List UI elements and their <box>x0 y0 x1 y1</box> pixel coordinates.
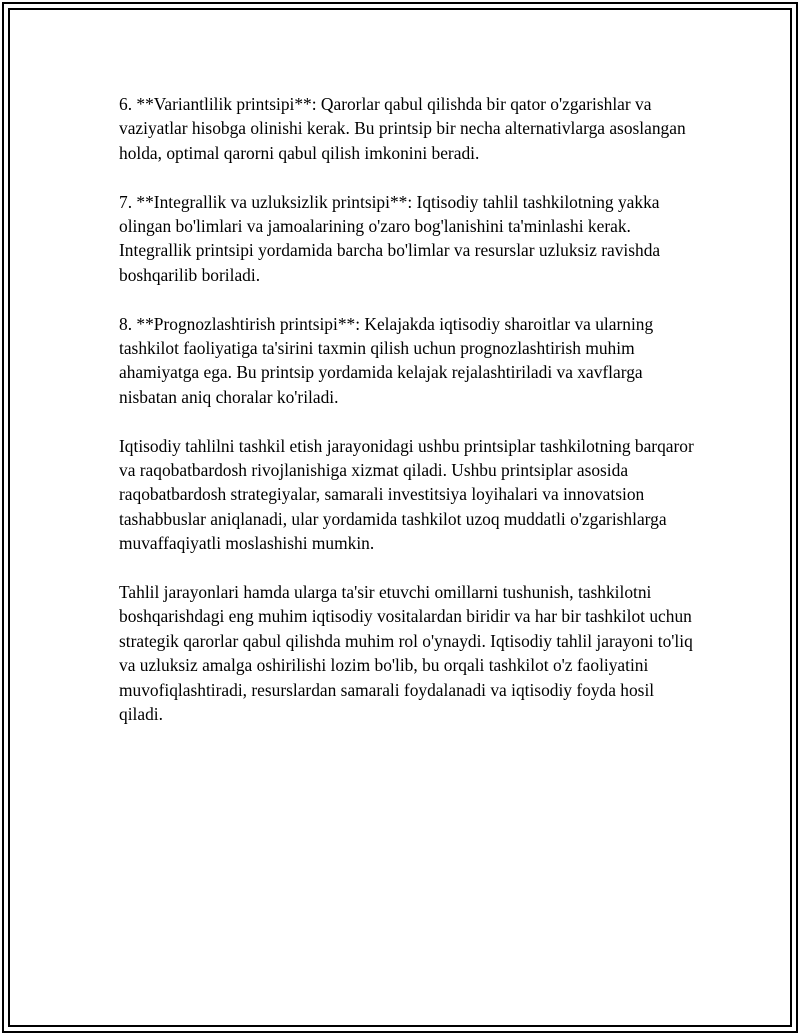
paragraph-printsiplar-xulosa: Iqtisodiy tahlilni tashkil etish jarayonidagi ushbu printsiplar tashkilotning barqaror va raqobatbardosh rivojlanishiga xizmat qiladi. Ushbu printsiplar asosida raqobatbardosh strategiyalar, samarali investitsiya loyihalari va innovatsion tashabbuslar aniqlanadi, ular yordamida tashkilot uzoq muddatli o'zgarishlarga muvaffaqiyatli moslashishi mumkin. <box>119 435 694 554</box>
document-body <box>119 92 699 751</box>
paragraph-variantlilik-printsipi: 6. **Variantlilik printsipi**: Qarorlar qabul qilishda bir qator o'zgarishlar va vaziyatlar hisobga olinishi kerak. Bu printsip bir necha alternativlarga asoslangan holda, optimal qarorni qabul qilish imkonini beradi. <box>119 94 686 163</box>
paragraph-prognozlashtirish-printsipi: 8. **Prognozlashtirish printsipi**: Kelajakda iqtisodiy sharoitlar va ularning tashkilot faoliyatiga ta'sirini taxmin qilish uchun prognozlashtirish muhim ahamiyatga ega. Bu printsip yordamida kelajak rejalashtiriladi va xavflarga nisbatan aniq choralar ko'riladi. <box>119 313 654 407</box>
paragraph-integrallik-printsipi: 7. **Integrallik va uzluksizlik printsipi**: Iqtisodiy tahlil tashkilotning yakka olingan bo'limlari va jamoalarining o'zaro bog'lanishini ta'minlashi kerak. Integrallik printsipi yordamida barcha bo'limlar va resurslar uzluksiz ravishda boshqarilib boriladi. <box>119 191 661 285</box>
paragraph-tahlil-jarayonlari: Tahlil jarayonlari hamda ularga ta'sir etuvchi omillarni tushunish, tashkilotni boshqarishdagi eng muhim iqtisodiy vositalardan biridir va har bir tashkilot uchun strategik qarorlar qabul qilishda muhim rol o'ynaydi. Iqtisodiy tahlil jarayoni to'liq va uzluksiz amalga oshirilishi lozim bo'lib, bu orqali tashkilot o'z faoliyatini muvofiqlashtiradi, resurslardan samarali foydalanadi va iqtisodiy foyda hosil qiladi. <box>119 582 693 725</box>
